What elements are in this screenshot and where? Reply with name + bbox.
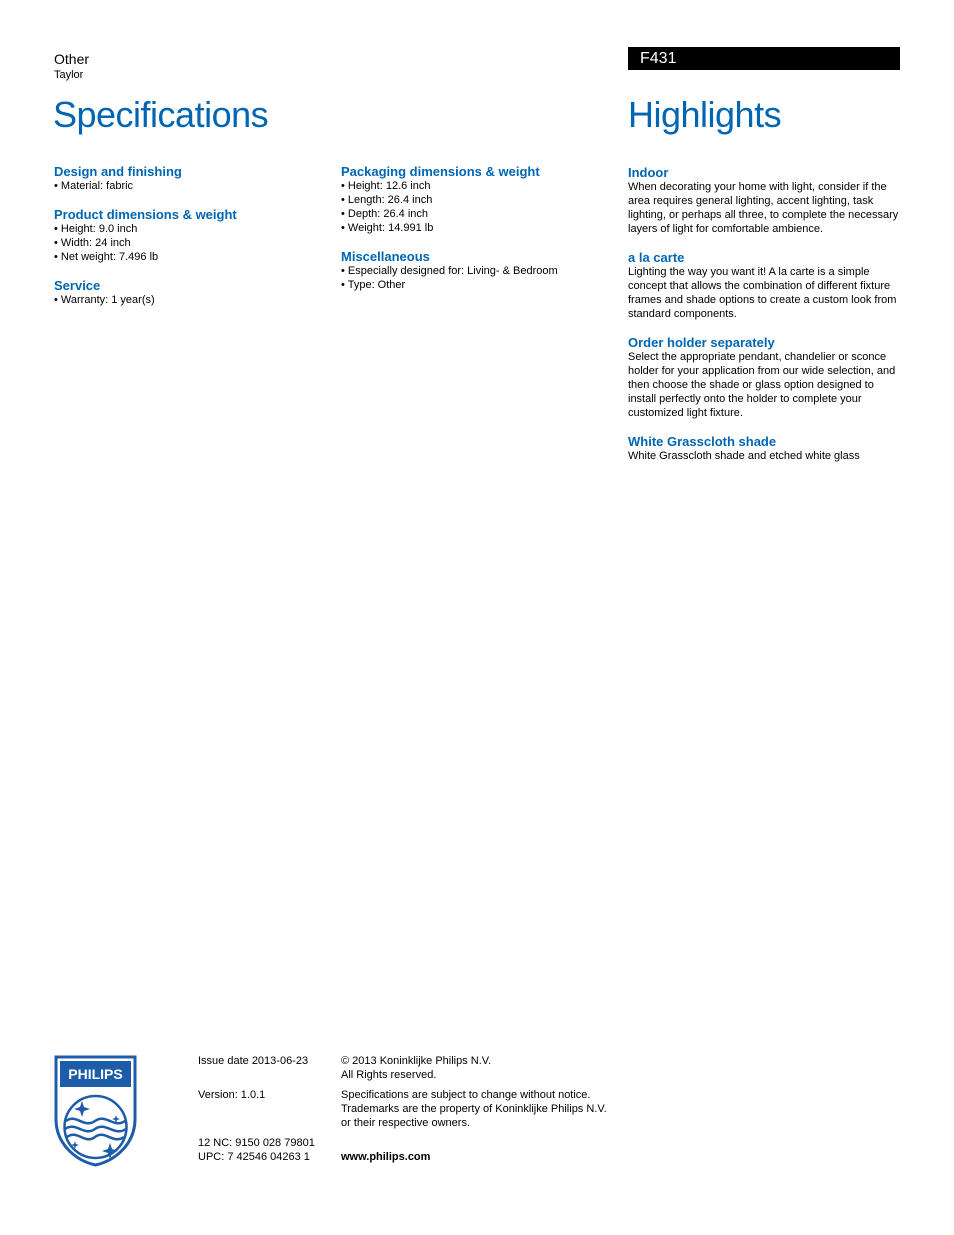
highlight-item — [628, 434, 900, 463]
highlight-text: When decorating your home with light, consider if the area requires general lighting, accent lighting, task lighting, or perhaps all three, to complete the necessary layers of light for comfortable ambience. — [628, 181, 899, 235]
spec-column-1 — [54, 164, 324, 321]
spec-section-title: Design and finishing — [54, 164, 182, 179]
highlight-item — [628, 335, 900, 420]
spec-list — [341, 264, 611, 292]
highlight-title: Order holder separately — [628, 335, 775, 350]
highlight-item — [628, 165, 900, 236]
spec-item: • Width: 24 inch — [54, 236, 324, 250]
version: Version: 1.0.1 — [198, 1089, 266, 1101]
model-number-bar: F431 — [628, 47, 900, 70]
spec-list — [341, 179, 611, 235]
spec-column-2 — [341, 164, 611, 306]
category-label: Other — [54, 51, 90, 67]
spec-item: • Weight: 14.991 lb — [341, 221, 611, 235]
nc-number: 12 NC: 9150 028 79801 — [198, 1137, 315, 1149]
highlight-title: a la carte — [628, 250, 685, 265]
upc-number: UPC: 7 42546 04263 1 — [198, 1151, 310, 1163]
spec-section — [54, 164, 324, 193]
highlights-title: Highlights — [628, 94, 782, 135]
spec-section-title: Miscellaneous — [341, 249, 430, 264]
notice-line-1: Specifications are subject to change without notice. — [341, 1089, 591, 1101]
spec-item: • Net weight: 7.496 lb — [54, 250, 324, 264]
spec-item: • Material: fabric — [54, 179, 324, 193]
notice-line-2: Trademarks are the property of Koninklijke Philips N.V. — [341, 1103, 607, 1115]
spec-section-title: Packaging dimensions & weight — [341, 164, 540, 179]
spec-item: • Height: 9.0 inch — [54, 222, 324, 236]
spec-section — [54, 207, 324, 264]
spec-item: • Height: 12.6 inch — [341, 179, 611, 193]
highlight-title: White Grasscloth shade — [628, 434, 777, 449]
spec-list — [54, 293, 324, 307]
highlight-text: Select the appropriate pendant, chandelier or sconce holder for your application from our wide selection, and then choose the shade or glass option designed to install perfectly onto the holder to complete your customized light fixture. — [628, 351, 896, 419]
specifications-title: Specifications — [53, 94, 269, 135]
spec-section-title: Service — [54, 278, 101, 293]
highlight-title: Indoor — [628, 165, 669, 180]
spec-item: • Length: 26.4 inch — [341, 193, 611, 207]
spec-section — [341, 249, 611, 292]
highlights-column — [628, 165, 900, 477]
philips-shield-logo — [54, 1055, 137, 1167]
logo-wordmark: PHILIPS — [68, 1066, 123, 1082]
spec-section-title: Product dimensions & weight — [54, 207, 237, 222]
spec-item: • Type: Other — [341, 278, 611, 292]
spec-list — [54, 179, 324, 193]
spec-section — [54, 278, 324, 307]
website-link[interactable]: www.philips.com — [341, 1151, 431, 1163]
copyright: © 2013 Koninklijke Philips N.V. — [341, 1055, 492, 1067]
highlight-text: White Grasscloth shade and etched white glass — [628, 450, 860, 462]
product-name: Taylor — [54, 69, 84, 81]
spec-item: • Warranty: 1 year(s) — [54, 293, 324, 307]
highlight-item — [628, 250, 900, 321]
issue-date: Issue date 2013-06-23 — [198, 1055, 309, 1067]
spec-item: • Depth: 26.4 inch — [341, 207, 611, 221]
spec-item: • Especially designed for: Living- & Bedroom — [341, 264, 611, 278]
notice-line-3: or their respective owners. — [341, 1117, 470, 1129]
rights-reserved: All Rights reserved. — [341, 1069, 437, 1081]
spec-section — [341, 164, 611, 235]
spec-list — [54, 222, 324, 264]
footer-product-info — [198, 1054, 333, 1170]
footer-legal — [341, 1054, 611, 1170]
highlight-text: Lighting the way you want it! A la carte is a simple concept that allows the combination of different fixture frames and shade options to create a custom look from standard components. — [628, 266, 897, 320]
